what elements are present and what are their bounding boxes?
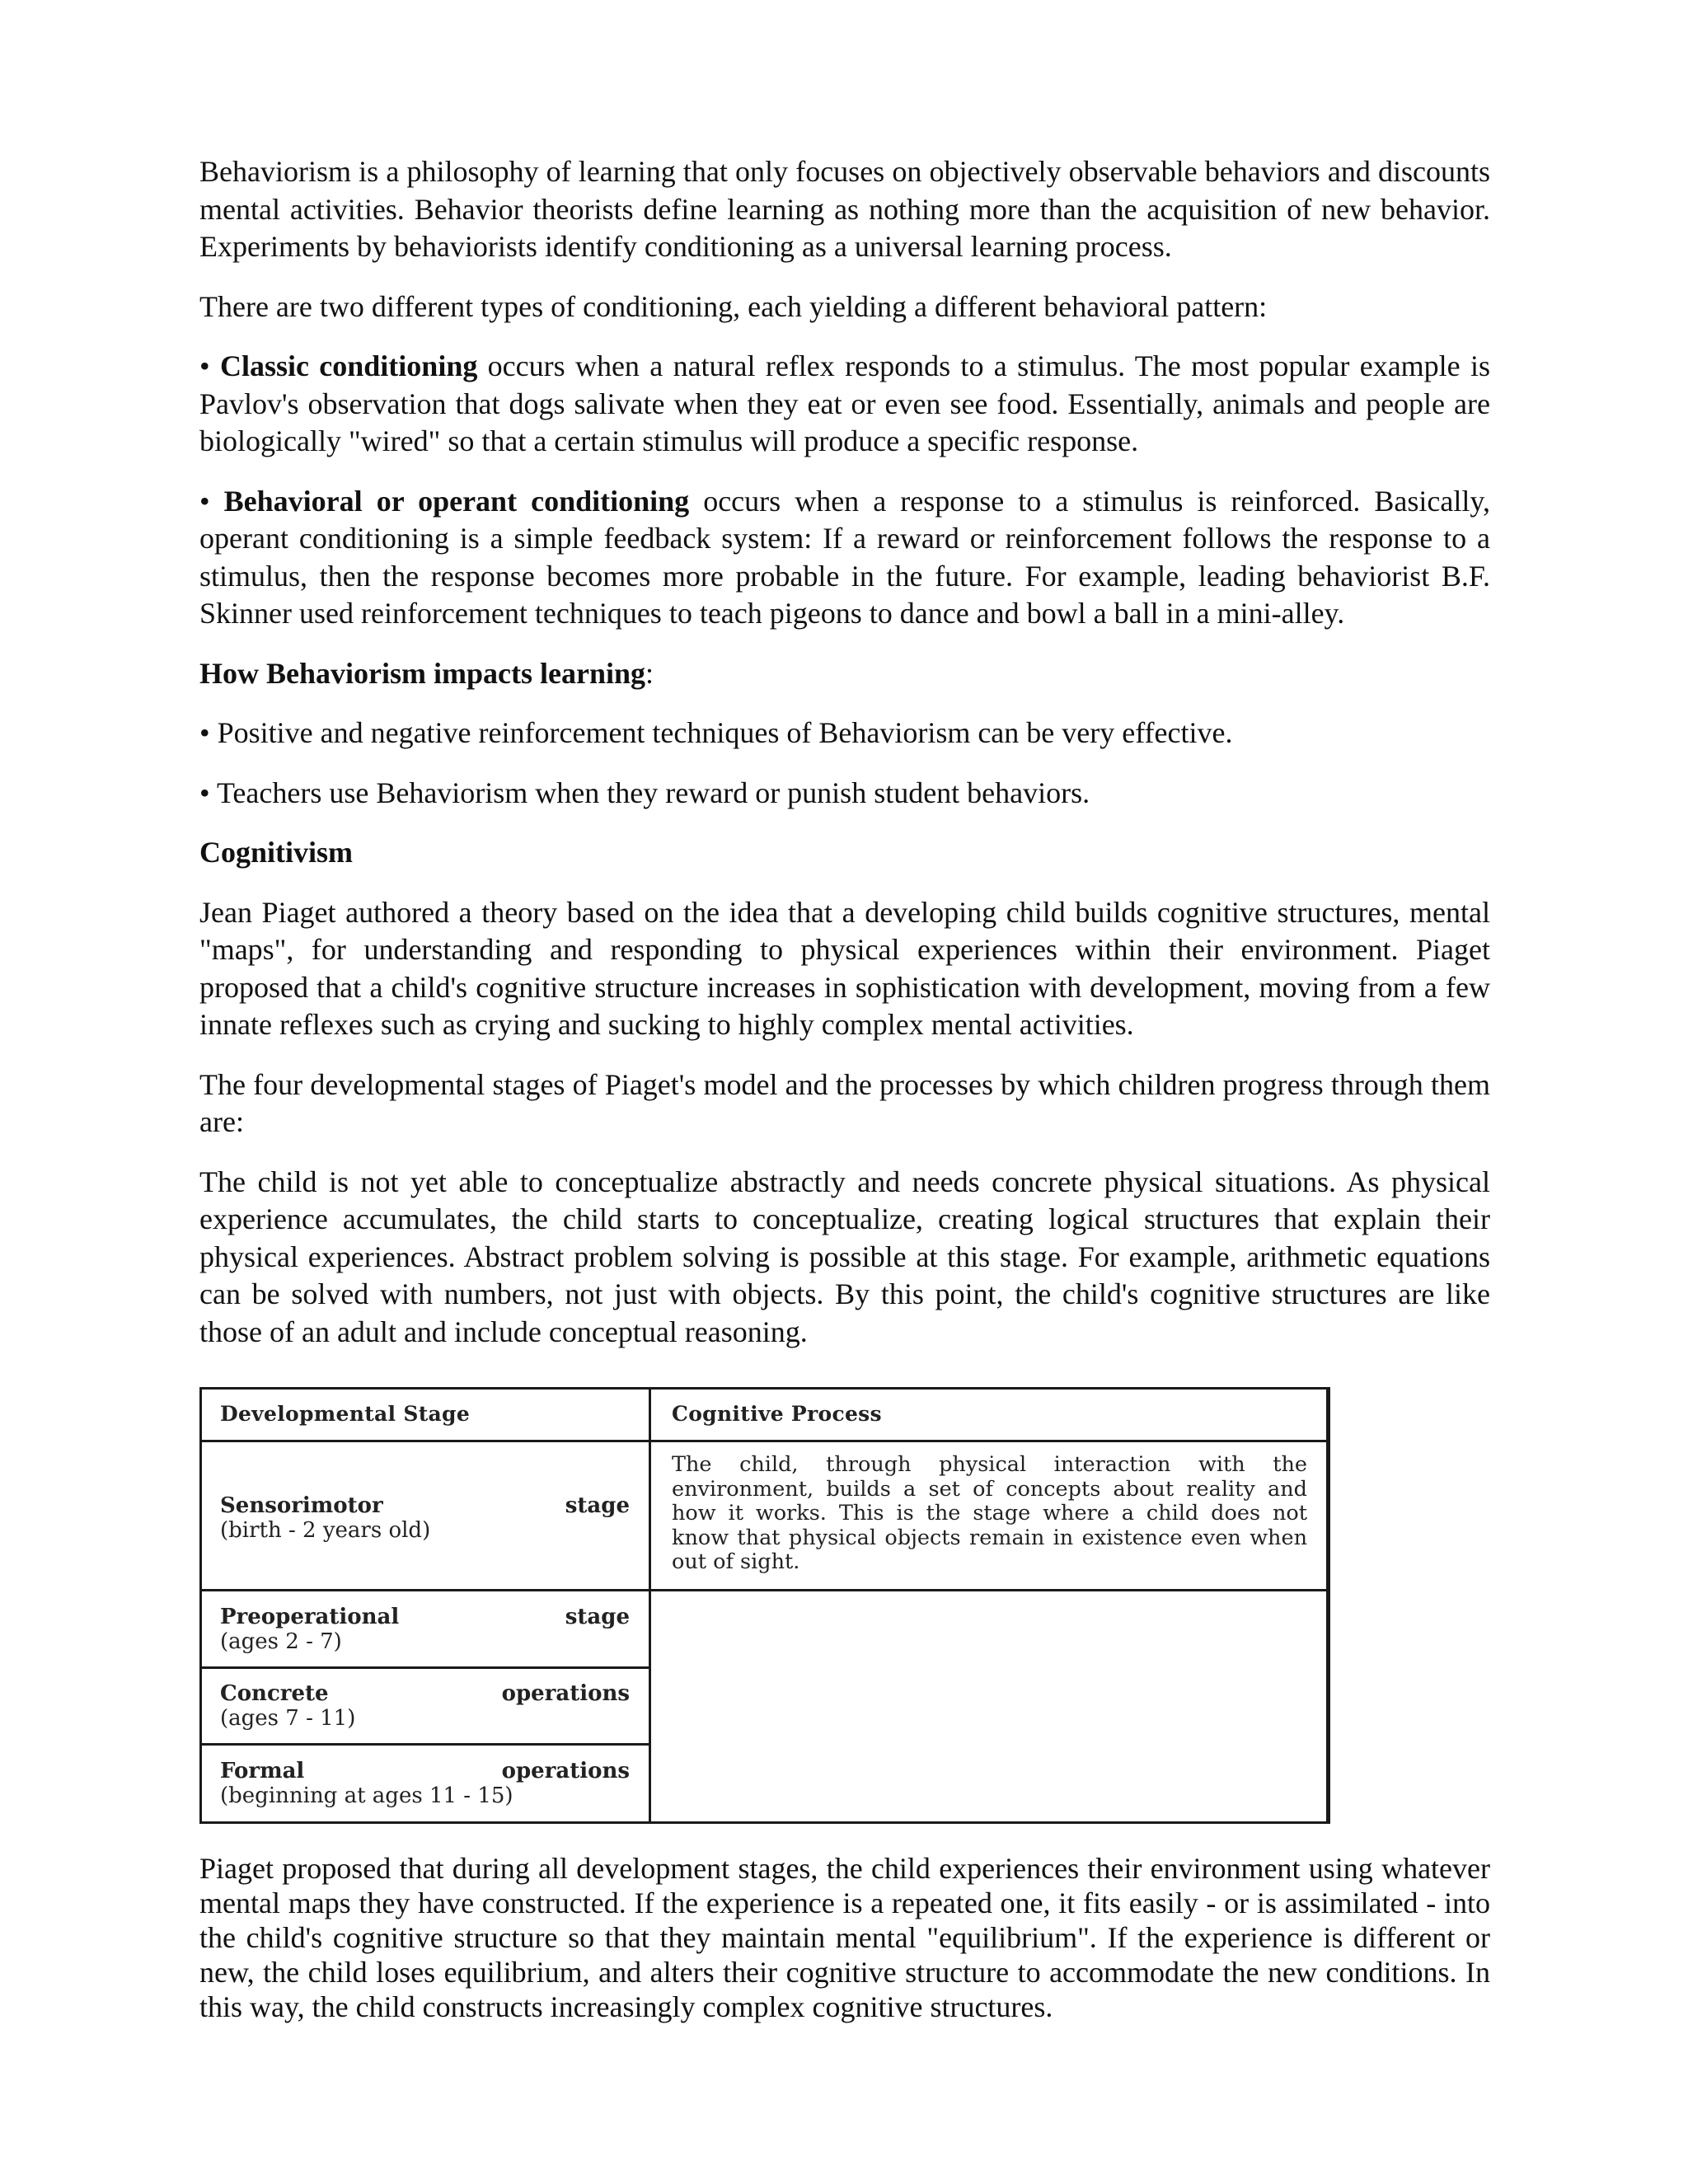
table-row-divider bbox=[202, 1743, 649, 1746]
stage-name bbox=[220, 1493, 630, 1518]
table-header-stage: Developmental Stage bbox=[220, 1402, 471, 1426]
stage-name-label: Concrete bbox=[220, 1681, 329, 1706]
stage-age: (beginning at ages 11 - 15) bbox=[220, 1783, 513, 1808]
cognitivism-heading-text: Cognitivism bbox=[199, 836, 354, 869]
cognitivism-heading bbox=[199, 834, 1490, 872]
operant-conditioning-term: Behavioral or operant conditioning bbox=[223, 484, 690, 518]
concrete-abstract-paragraph: The child is not yet able to conceptualize abstractly and needs concrete physical situations. As physical experience accumulates, the child starts to conceptualize, creating logical structures that explain their physical experiences. Abstract problem solving is possible at this stage. For example, arithmetic equations can be solved with numbers, not just with objects. By this point, the child's cognitive structures are like those of an adult and include conceptual reasoning. bbox=[199, 1165, 1490, 1348]
equilibrium-paragraph: Piaget proposed that during all development stages, the child experiences their environment using whatever mental maps they have constructed. If the experience is a repeated one, it fits easily - or is assimilated - into the child's cognitive structure so that they maintain mental "equilibrium". If the experience is different or new, the child loses equilibrium, and alters their cognitive structure to accommodate the new conditions. In this way, the child constructs increasingly complex cognitive structures. bbox=[199, 1852, 1490, 2023]
document-body bbox=[199, 153, 1490, 1373]
closing-section bbox=[199, 1851, 1490, 2024]
classic-conditioning-text: occurs when a natural reflex responds to a stimulus. The most popular example is Pavlov's observation that dogs salivate when they eat or even see food. Essentially, animals and people are biologically "wired" so that a certain stimulus will produce a specific response. bbox=[199, 349, 1491, 457]
stage-name-suffix: operations bbox=[501, 1681, 630, 1706]
table-row-divider bbox=[202, 1666, 649, 1669]
stage-age: (ages 7 - 11) bbox=[220, 1706, 356, 1731]
operant-conditioning-text: occurs when a response to a stimulus is reinforced. Basically, operant conditioning is a simple feedback system: If a reward or reinforcement follows the response to a stimulus, then the response becomes more probable in the future. For example, leading behaviorist B.F. Skinner used reinforcement techniques to teach pigeons to dance and bowl a ball in a mini-alley. bbox=[199, 484, 1491, 630]
stage-name-suffix: stage bbox=[565, 1605, 630, 1629]
impacts-heading-text: How Behaviorism impacts learning bbox=[199, 656, 645, 690]
stage-name-suffix: stage bbox=[565, 1493, 630, 1518]
stage-age: (birth - 2 years old) bbox=[220, 1518, 431, 1543]
stage-name-label: Sensorimotor bbox=[220, 1493, 383, 1518]
table-column-divider bbox=[649, 1390, 651, 1821]
table-row bbox=[220, 1493, 630, 1543]
classic-conditioning-bullet bbox=[199, 348, 1490, 461]
stage-name-label: Formal bbox=[220, 1759, 305, 1783]
four-stages-paragraph: The four developmental stages of Piaget's model and the processes by which children progress through them are: bbox=[199, 1067, 1490, 1138]
stage-process: The child, through physical interaction with the environment, builds a set of concepts about reality and how it works. This is the stage where a child does not know that physical objects remain in existence even when out of sight. bbox=[672, 1452, 1307, 1574]
table-header-divider bbox=[202, 1440, 1326, 1442]
bullet-icon: • bbox=[199, 349, 210, 382]
table-row bbox=[220, 1605, 630, 1654]
bullet-icon: • bbox=[199, 484, 210, 518]
table-row bbox=[220, 1681, 630, 1731]
table-header-process: Cognitive Process bbox=[672, 1402, 882, 1426]
conditioning-types-paragraph: There are two different types of conditioning, each yielding a different behavioral pattern: bbox=[199, 289, 1268, 323]
behaviorism-intro-paragraph: Behaviorism is a philosophy of learning that only focuses on objectively observable behaviors and discounts mental activities. Behavior theorists define learning as nothing more than the acquisition of new behavior. Experiments by behaviorists identify conditioning as a universal learning process. bbox=[199, 155, 1490, 263]
operant-conditioning-bullet bbox=[199, 483, 1490, 633]
table-row-divider bbox=[202, 1589, 1326, 1591]
stage-name-label: Preoperational bbox=[220, 1605, 400, 1629]
table-row bbox=[220, 1759, 630, 1808]
developmental-stages-table bbox=[199, 1387, 1330, 1824]
impacts-heading bbox=[199, 655, 1490, 693]
impact-item: • Teachers use Behaviorism when they reward or punish student behaviors. bbox=[199, 776, 1090, 809]
stage-name bbox=[220, 1681, 630, 1706]
piaget-theory-paragraph: Jean Piaget authored a theory based on the idea that a developing child builds cognitive structures, mental "maps", for understanding and responding to physical experiences within their environment. Piaget proposed that a child's cognitive structure increases in sophistication with development, moving from a few innate reflexes such as crying and sucking to highly complex mental activities. bbox=[199, 895, 1490, 1041]
classic-conditioning-term: Classic conditioning bbox=[219, 349, 478, 382]
impact-item: • Positive and negative reinforcement techniques of Behaviorism can be very effective. bbox=[199, 716, 1233, 749]
stage-age: (ages 2 - 7) bbox=[220, 1629, 342, 1654]
impacts-heading-colon: : bbox=[645, 656, 654, 690]
stage-name bbox=[220, 1605, 630, 1629]
stage-name bbox=[220, 1759, 630, 1783]
stage-name-suffix: operations bbox=[501, 1759, 630, 1783]
